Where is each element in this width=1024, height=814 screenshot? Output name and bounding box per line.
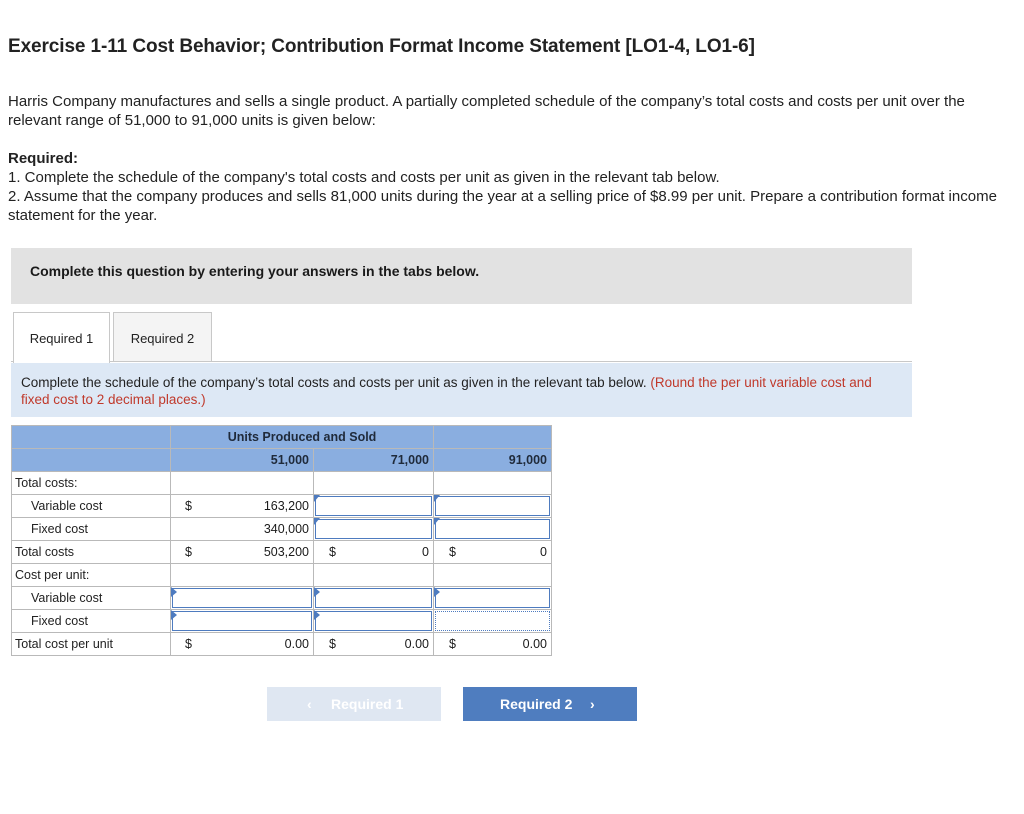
header-blank xyxy=(12,426,171,449)
total-costs-header: Total costs: xyxy=(12,472,171,495)
table-row xyxy=(12,587,552,610)
input-marker-icon xyxy=(314,518,320,525)
chevron-left-icon: ‹ xyxy=(307,696,312,712)
dollar-sign: $ xyxy=(449,637,456,651)
instruction-text: Complete the schedule of the company’s total costs and costs per unit as given in the relevant tab below. xyxy=(21,375,647,390)
input-marker-icon xyxy=(434,495,440,502)
total-costs-71000 xyxy=(314,541,434,564)
total-cpu-71000-value: 0.00 xyxy=(404,637,429,651)
input-marker-icon xyxy=(434,587,440,597)
table-row xyxy=(12,610,552,633)
empty-cell xyxy=(314,564,434,587)
cpu-fixed-71000-input[interactable] xyxy=(314,610,434,633)
rounding-note: (Round the per unit variable cost and fixed cost to 2 decimal places.) xyxy=(21,375,872,407)
total-costs-label: Total costs xyxy=(12,541,171,564)
input-marker-icon xyxy=(314,587,320,597)
fixed-cost-51000 xyxy=(171,518,314,541)
fixed-cost-71000-input[interactable] xyxy=(314,518,434,541)
instructions-banner xyxy=(11,248,912,304)
fixed-cost-51000-value: 340,000 xyxy=(263,522,309,536)
fixed-cost-91000-input[interactable] xyxy=(434,518,552,541)
previous-button xyxy=(267,687,441,721)
column-header-71000: 71,000 xyxy=(314,449,434,472)
dollar-sign: $ xyxy=(185,545,192,559)
total-cpu-label: Total cost per unit xyxy=(12,633,171,656)
cpu-fixed-51000-input[interactable] xyxy=(171,610,314,633)
tab-required-1-label: Required 1 xyxy=(29,331,94,346)
column-header-51000: 51,000 xyxy=(171,449,314,472)
input-marker-icon xyxy=(171,587,177,597)
required-item-1: 1. Complete the schedule of the company's total costs and costs per unit as given in the relevant tab below. xyxy=(8,169,720,186)
input-marker-icon xyxy=(314,610,320,620)
variable-cost-71000-input[interactable] xyxy=(314,495,434,518)
total-costs-91000-value: 0 xyxy=(540,545,547,559)
table-row xyxy=(12,541,552,564)
table-row xyxy=(12,633,552,656)
input-marker-icon xyxy=(314,495,320,502)
problem-intro: Harris Company manufactures and sells a single product. A partially completed schedule of the company’s total costs and costs per unit over the relevant range of 51,000 to 91,000 units is given below: xyxy=(8,93,965,129)
tab-required-2[interactable] xyxy=(113,312,212,362)
cpu-variable-51000-input[interactable] xyxy=(171,587,314,610)
total-cpu-71000 xyxy=(314,633,434,656)
column-header-91000: 91,000 xyxy=(434,449,552,472)
input-marker-icon xyxy=(434,518,440,525)
units-header: Units Produced and Sold xyxy=(171,426,434,449)
table-row xyxy=(12,472,552,495)
total-costs-51000 xyxy=(171,541,314,564)
cpu-fixed-91000-input[interactable] xyxy=(434,610,552,633)
previous-button-label: Required 1 xyxy=(331,696,404,712)
header-blank-2 xyxy=(12,449,171,472)
dollar-sign: $ xyxy=(185,499,192,513)
required-item-2: 2. Assume that the company produces and sells 81,000 units during the year at a selling price of $8.99 per unit. Prepare a contribution format income statement for the year. xyxy=(8,188,997,224)
total-costs-91000 xyxy=(434,541,552,564)
tab-instruction xyxy=(11,363,912,417)
dollar-sign: $ xyxy=(449,545,456,559)
variable-cost-51000-value: 163,200 xyxy=(263,499,309,513)
total-cpu-51000-value: 0.00 xyxy=(284,637,309,651)
empty-cell xyxy=(314,472,434,495)
variable-cost-label: Variable cost xyxy=(12,495,171,518)
next-button-label: Required 2 xyxy=(500,696,573,712)
table-row xyxy=(12,495,552,518)
dollar-sign: $ xyxy=(329,545,336,559)
variable-cost-51000 xyxy=(171,495,314,518)
tab-required-1[interactable] xyxy=(13,312,110,363)
empty-cell xyxy=(171,564,314,587)
cost-per-unit-header: Cost per unit: xyxy=(12,564,171,587)
dollar-sign: $ xyxy=(329,637,336,651)
cpu-variable-91000-input[interactable] xyxy=(434,587,552,610)
cost-schedule-table xyxy=(11,425,552,656)
cpu-variable-71000-input[interactable] xyxy=(314,587,434,610)
tab-divider xyxy=(11,361,912,362)
cpu-variable-label: Variable cost xyxy=(12,587,171,610)
fixed-cost-label: Fixed cost xyxy=(12,518,171,541)
empty-cell xyxy=(434,472,552,495)
header-blank-right xyxy=(434,426,552,449)
total-cpu-51000 xyxy=(171,633,314,656)
table-row xyxy=(12,564,552,587)
dollar-sign: $ xyxy=(185,637,192,651)
banner-text: Complete this question by entering your answers in the tabs below. xyxy=(30,263,480,279)
variable-cost-91000-input[interactable] xyxy=(434,495,552,518)
required-heading: Required: xyxy=(8,150,79,167)
next-button[interactable] xyxy=(463,687,637,721)
cpu-fixed-label: Fixed cost xyxy=(12,610,171,633)
total-cpu-91000 xyxy=(434,633,552,656)
tab-required-2-label: Required 2 xyxy=(130,331,195,346)
total-costs-71000-value: 0 xyxy=(422,545,429,559)
chevron-right-icon: › xyxy=(590,696,595,712)
total-cpu-91000-value: 0.00 xyxy=(522,637,547,651)
required-block xyxy=(8,149,1008,225)
page-title: Exercise 1-11 Cost Behavior; Contribution Format Income Statement [LO1-4, LO1-6] xyxy=(8,36,755,57)
empty-cell xyxy=(434,564,552,587)
total-costs-51000-value: 503,200 xyxy=(263,545,309,559)
input-marker-icon xyxy=(171,610,177,620)
empty-cell xyxy=(171,472,314,495)
table-row xyxy=(12,518,552,541)
